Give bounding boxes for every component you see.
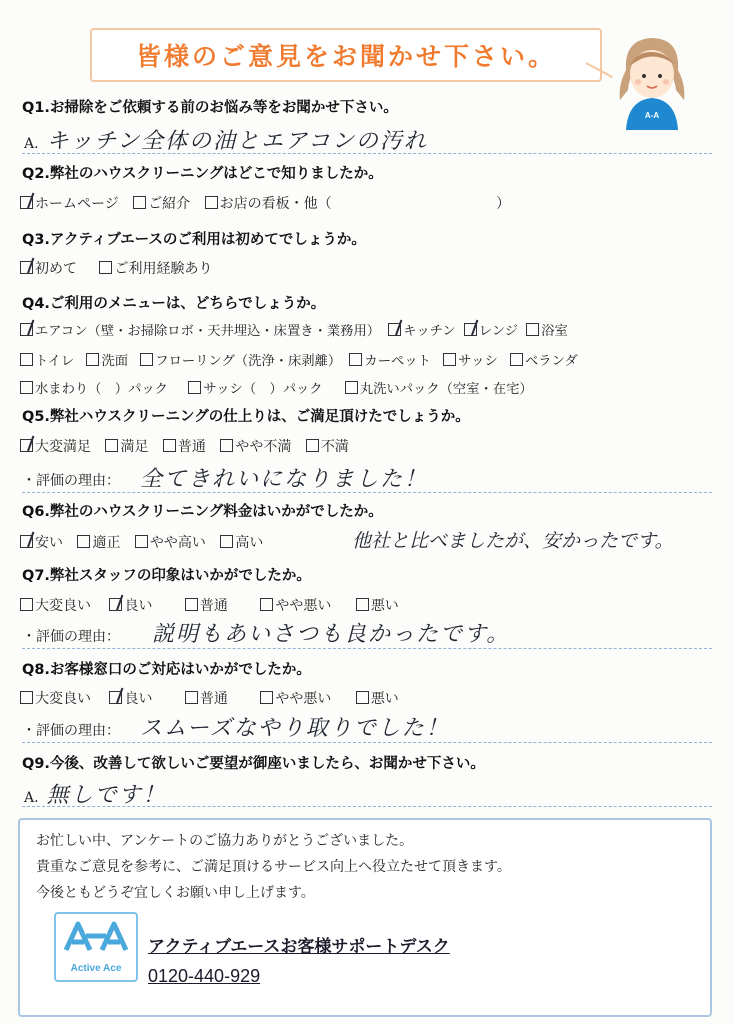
checkbox[interactable]: [20, 598, 33, 611]
q8-option-good[interactable]: 良い: [109, 688, 152, 708]
q6-option-fair[interactable]: 適正: [77, 532, 120, 552]
q6-comment: 他社と比べましたが、安かったです。: [352, 530, 674, 552]
q8-reason: スムーズなやり取りでした！: [140, 716, 450, 741]
q4-row-3: [20, 378, 533, 397]
question-4: Q4.ご利用のメニューは、どちらでしょうか。: [22, 296, 326, 312]
checkbox[interactable]: [135, 535, 148, 548]
q4-option-range[interactable]: レンジ: [464, 320, 518, 339]
q8-options: [20, 688, 409, 708]
staff-girl-illustration: [606, 30, 696, 130]
q3-option-first-time[interactable]: 初めて: [20, 258, 77, 278]
q2-option-homepage[interactable]: ホームページ: [20, 193, 119, 213]
question-6: Q6.弊社のハウスクリーニング料金はいかがでしたか。: [22, 504, 383, 520]
q4-option-kitchen[interactable]: キッチン: [388, 320, 455, 339]
q8-option-somewhat-bad[interactable]: やや悪い: [260, 688, 331, 708]
active-ace-logo: [54, 912, 138, 982]
checkbox-checked[interactable]: [388, 323, 401, 336]
answer-line-5: [22, 492, 712, 493]
q4-option-bathroom[interactable]: 浴室: [526, 320, 568, 339]
support-phone[interactable]: 0120-440-929: [148, 966, 261, 986]
checkbox[interactable]: [260, 691, 273, 704]
answer-line-1: [22, 153, 712, 154]
checkbox[interactable]: [185, 691, 198, 704]
checkbox[interactable]: [99, 261, 112, 274]
answer-9-prefix: A.: [24, 790, 39, 806]
q2-option-signboard-other[interactable]: お店の看板・他（: [205, 193, 332, 213]
answer-line-7: [22, 648, 712, 649]
checkbox[interactable]: [349, 353, 362, 366]
checkbox[interactable]: [205, 196, 218, 209]
checkbox[interactable]: [77, 535, 90, 548]
checkbox[interactable]: [140, 353, 153, 366]
question-2: Q2.弊社のハウスクリーニングはどこで知りましたか。: [22, 166, 383, 182]
q7-option-bad[interactable]: 悪い: [356, 595, 399, 615]
q4-row-2: [20, 350, 578, 369]
q5-options: [20, 436, 359, 456]
checkbox[interactable]: [260, 598, 273, 611]
checkbox[interactable]: [526, 323, 539, 336]
footer-panel: [18, 818, 712, 1017]
q7-option-good[interactable]: 良い: [109, 595, 152, 615]
svg-text:A-A: A-A: [644, 111, 660, 120]
checkbox-checked[interactable]: [20, 196, 33, 209]
q4-option-flooring[interactable]: フローリング（洗浄・床剥離）: [140, 350, 341, 369]
question-3: Q3.アクティブエースのご利用は初めてでしょうか。: [22, 232, 366, 248]
q6-option-expensive[interactable]: 高い: [220, 532, 263, 552]
q7-option-neutral[interactable]: 普通: [185, 595, 228, 615]
answer-1-prefix: A.: [24, 136, 39, 152]
q3-options: [20, 258, 222, 278]
checkbox-checked[interactable]: [109, 598, 122, 611]
q5-option-satisfied[interactable]: 満足: [105, 436, 148, 456]
banner-title: 皆様のご意見をお聞かせ下さい。: [135, 42, 556, 71]
checkbox[interactable]: [510, 353, 523, 366]
answer-line-9: [22, 806, 712, 807]
question-9: Q9.今後、改善して欲しいご要望が御座いましたら、お聞かせ下さい。: [22, 756, 485, 772]
checkbox[interactable]: [20, 381, 33, 394]
q8-reason-label: ・評価の理由：: [22, 723, 120, 739]
checkbox-checked[interactable]: [20, 535, 33, 548]
checkbox[interactable]: [220, 439, 233, 452]
q7-option-somewhat-bad[interactable]: やや悪い: [260, 595, 331, 615]
q2-close-paren: ）: [496, 196, 511, 212]
q5-option-very-satisfied[interactable]: 大変満足: [20, 436, 91, 456]
q4-option-toilet[interactable]: トイレ: [20, 350, 74, 369]
support-desk-name: アクティブエースお客様サポートデスク: [148, 937, 450, 957]
question-8: Q8.お客様窓口のご対応はいかがでしたか。: [22, 662, 311, 678]
active-ace-logo-mark: [56, 914, 136, 958]
q4-option-washstand[interactable]: 洗面: [86, 350, 128, 369]
q6-option-somewhat-expensive[interactable]: やや高い: [135, 532, 206, 552]
answer-1: [24, 124, 428, 155]
q2-option-referral[interactable]: ご紹介: [133, 193, 190, 213]
q8-option-bad[interactable]: 悪い: [356, 688, 399, 708]
q7-reason: 説明もあいさつも良かったです。: [152, 622, 511, 647]
checkbox[interactable]: [105, 439, 118, 452]
checkbox-checked[interactable]: [20, 439, 33, 452]
checkbox[interactable]: [163, 439, 176, 452]
q4-option-carpet[interactable]: カーペット: [349, 350, 430, 369]
q4-option-veranda[interactable]: ベランダ: [510, 350, 578, 369]
q4-row-1: [20, 320, 568, 339]
q3-option-used-before[interactable]: ご利用経験あり: [99, 258, 212, 278]
q8-option-very-good[interactable]: 大変良い: [20, 688, 91, 708]
q6-options: [20, 532, 273, 552]
answer-9: [24, 778, 167, 809]
footer-thanks: お忙しい中、アンケートのご協力ありがとうございました。: [36, 833, 414, 849]
q7-option-very-good[interactable]: 大変良い: [20, 595, 91, 615]
checkbox-checked[interactable]: [20, 323, 33, 336]
checkbox-checked[interactable]: [109, 691, 122, 704]
q5-reason: 全てきれいになりました！: [140, 467, 429, 492]
checkbox[interactable]: [86, 353, 99, 366]
survey-banner: [90, 28, 602, 82]
q4-option-whole-wash-pack[interactable]: 丸洗いパック（空室・在宅）: [345, 378, 533, 397]
question-5: Q5.弊社ハウスクリーニングの仕上りは、ご満足頂けたでしょうか。: [22, 409, 470, 425]
checkbox[interactable]: [306, 439, 319, 452]
checkbox-checked[interactable]: [464, 323, 477, 336]
question-7: Q7.弊社スタッフの印象はいかがでしたか。: [22, 568, 311, 584]
q4-option-water-pack[interactable]: 水まわり（ ）パック: [20, 378, 168, 397]
checkbox[interactable]: [443, 353, 456, 366]
checkbox[interactable]: [220, 535, 233, 548]
q5-option-somewhat-dissatisfied[interactable]: やや不満: [220, 436, 291, 456]
checkbox[interactable]: [345, 381, 358, 394]
question-1: Q1.お掃除をご依頼する前のお悩み等をお聞かせ下さい。: [22, 100, 398, 116]
checkbox[interactable]: [20, 353, 33, 366]
q4-option-sash[interactable]: サッシ: [443, 350, 498, 369]
q5-option-neutral[interactable]: 普通: [163, 436, 206, 456]
checkbox[interactable]: [133, 196, 146, 209]
checkbox[interactable]: [356, 691, 369, 704]
checkbox[interactable]: [356, 598, 369, 611]
q4-option-aircon[interactable]: エアコン（壁・お掃除ロボ・天井埋込・床置き・業務用）: [20, 320, 380, 339]
q6-option-cheap[interactable]: 安い: [20, 532, 63, 552]
footer-feedback-note: 貴重なご意見を参考に、ご満足頂けるサービス向上へ役立たせて頂きます。: [36, 859, 511, 875]
q5-option-dissatisfied[interactable]: 不満: [306, 436, 349, 456]
checkbox[interactable]: [185, 598, 198, 611]
q7-options: [20, 595, 409, 615]
checkbox-checked[interactable]: [20, 261, 33, 274]
q5-reason-label: ・評価の理由：: [22, 473, 120, 489]
q7-reason-label: ・評価の理由：: [22, 629, 120, 645]
checkbox[interactable]: [188, 381, 201, 394]
footer-closing: 今後ともどうぞ宜しくお願い申し上げます。: [36, 885, 315, 901]
answer-line-8: [22, 742, 712, 743]
q4-option-sash-pack[interactable]: サッシ（ ）パック: [188, 378, 322, 397]
answer-9-text: 無しです！: [46, 783, 167, 808]
q8-option-neutral[interactable]: 普通: [185, 688, 228, 708]
answer-1-text: キッチン全体の油とエアコンの汚れ: [46, 129, 428, 154]
q2-options: [20, 193, 510, 213]
logo-text: Active Ace: [70, 963, 122, 974]
checkbox[interactable]: [20, 691, 33, 704]
